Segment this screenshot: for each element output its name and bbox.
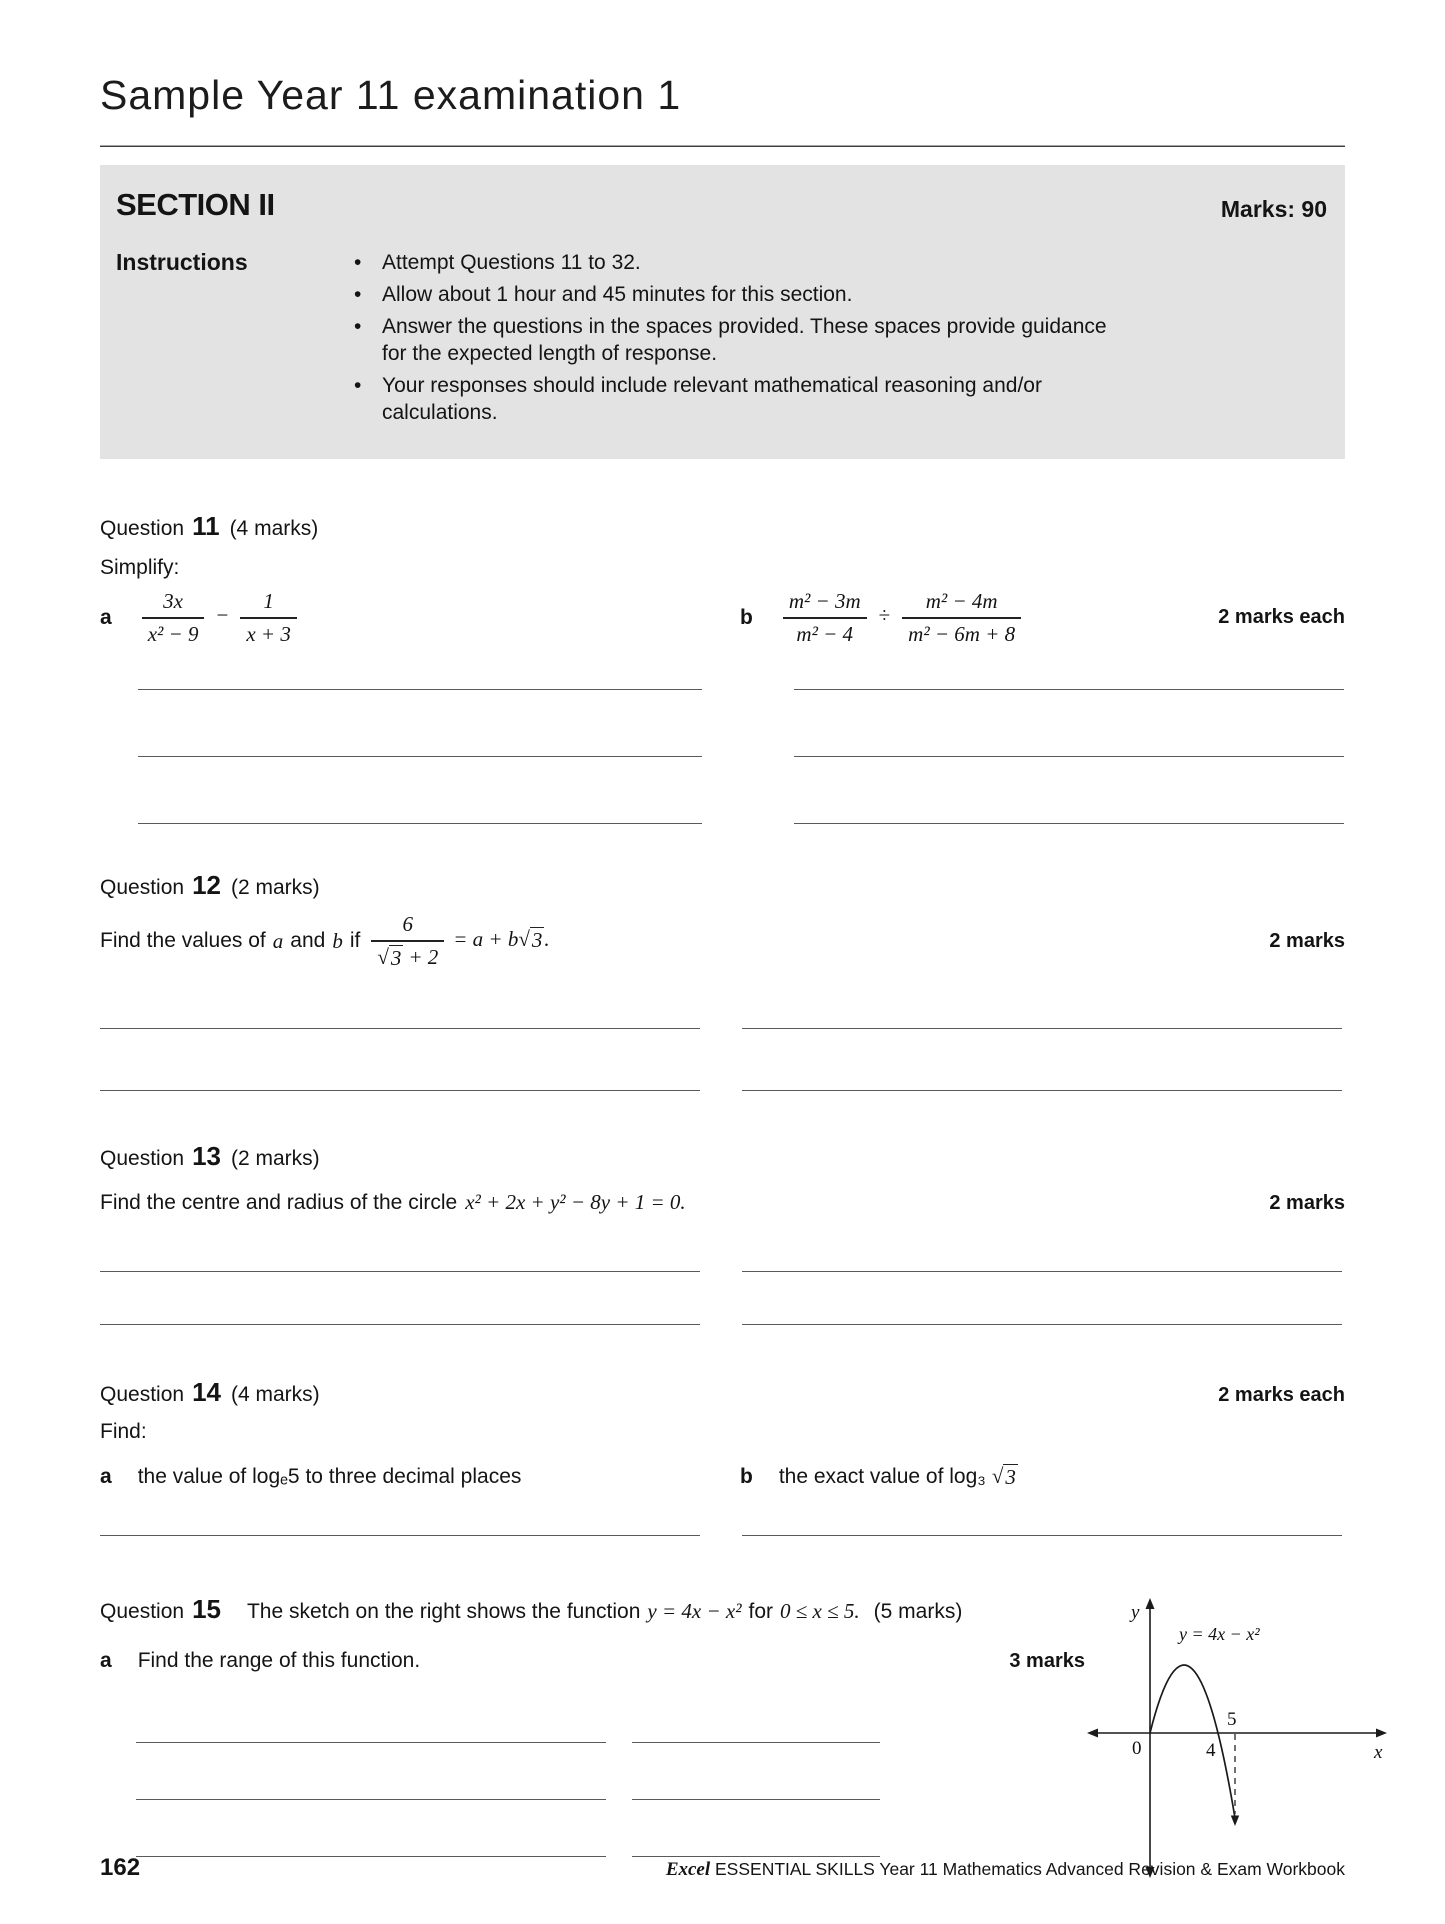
question-word: Question <box>100 1383 185 1406</box>
answer-line-row <box>100 1219 1345 1272</box>
part-b-text: the exact value of log₃ <box>778 1465 986 1488</box>
marks-note: 2 marks each <box>1218 606 1345 628</box>
y-axis-up-arrow-icon <box>1146 1598 1155 1609</box>
marks-note: 2 marks each <box>1218 1384 1345 1406</box>
answer-line-row <box>100 757 1345 824</box>
curve-label: y = 4x − x² <box>1179 1624 1260 1644</box>
square-root: √ 3 <box>377 945 402 970</box>
page-number: 162 <box>100 1854 141 1881</box>
question-15-heading <box>100 1594 1130 1625</box>
answer-line <box>100 1090 700 1091</box>
fraction: $\frac{1}{x + 3}$ <box>240 588 297 647</box>
part-b-label: b <box>740 1465 753 1488</box>
question-word: Question <box>100 1600 185 1623</box>
answer-line <box>138 756 702 757</box>
instruction-item: • Your responses should include relevant mathematical reasoning and/or calculations. <box>346 372 1112 426</box>
page-title: Sample Year 11 examination 1 <box>100 72 682 118</box>
x-axis-right-arrow-icon <box>1376 1729 1387 1738</box>
answer-line <box>794 823 1344 824</box>
brand-name: Excel <box>665 1859 711 1880</box>
parabola-curve <box>1150 1665 1235 1818</box>
section-box <box>100 165 1345 459</box>
question-marks: (5 marks) <box>873 1600 963 1623</box>
answer-line <box>136 1799 606 1800</box>
question-number: 13 <box>192 1141 221 1171</box>
answer-line-row <box>100 1029 1345 1091</box>
answer-line <box>794 756 1344 757</box>
statement-text: for <box>748 1600 774 1623</box>
instructions-list <box>346 249 1112 431</box>
graph-y-axis-label: y <box>1131 1602 1140 1623</box>
answer-line-row <box>100 967 1345 1029</box>
function-equation: y = 4x − x² <box>647 1599 742 1623</box>
variable: b <box>332 928 343 953</box>
page-footer <box>100 1854 1345 1882</box>
answer-line <box>632 1742 880 1743</box>
x-axis-left-arrow-icon <box>1087 1729 1098 1738</box>
question-word: Question <box>100 876 185 899</box>
answer-line <box>136 1742 606 1743</box>
graph-x-axis-label: x <box>1374 1742 1383 1763</box>
part-b-sqrt <box>992 1464 1018 1490</box>
question-11-part-b <box>740 588 1218 647</box>
part-a-label: a <box>100 1649 112 1672</box>
question-12-heading <box>100 870 1345 901</box>
question-marks: (2 marks) <box>230 876 320 899</box>
radical-sign: √ <box>518 926 530 951</box>
fraction: $\frac{\text{m² − 3m}}{\text{m² − 4}}$ <box>783 588 867 647</box>
statement-text: Find the centre and radius of the circle <box>100 1191 458 1214</box>
marks-note: 2 marks <box>1269 1192 1345 1214</box>
question-11 <box>100 511 1345 824</box>
part-a-label: a <box>100 1465 112 1488</box>
graph-tick-4: 4 <box>1206 1740 1216 1761</box>
part-b-label: b <box>740 605 753 629</box>
question-14-parts <box>100 1464 1345 1490</box>
answer-line <box>138 689 702 690</box>
question-number: 12 <box>192 870 221 900</box>
radical-sign: √ <box>991 1464 1004 1488</box>
function-domain: 0 ≤ x ≤ 5. <box>780 1599 860 1623</box>
fraction: $\frac{3x}{\text{x² − 9}}$ <box>142 588 205 647</box>
question-11-parts <box>100 588 1345 647</box>
question-11-intro: Simplify: <box>100 556 180 579</box>
title-divider <box>100 145 1345 147</box>
section-header <box>116 187 1327 223</box>
answer-line <box>100 1271 700 1272</box>
question-14-part-a <box>100 1465 740 1489</box>
question-11-heading <box>100 511 1345 542</box>
footer-book-title <box>666 1859 1345 1881</box>
question-14-heading <box>100 1377 320 1408</box>
answer-line <box>100 1028 700 1029</box>
part-a-expression <box>138 588 301 647</box>
question-14 <box>100 1377 1345 1536</box>
statement-text: and <box>290 929 326 952</box>
instructions-row <box>116 249 1327 431</box>
question-15-part-a <box>100 1649 1085 1673</box>
question-11-part-a <box>100 588 740 647</box>
answer-line <box>100 1535 700 1536</box>
part-b-expression <box>779 588 1025 647</box>
minus-operator: − <box>216 603 229 628</box>
equation-rhs: = a + b <box>453 926 519 951</box>
answer-line <box>742 1090 1342 1091</box>
statement-text: Find the values of <box>100 929 266 952</box>
answer-line <box>742 1535 1342 1536</box>
function-sketch-graph <box>1075 1578 1397 1890</box>
question-11-answer-lines <box>100 623 1345 824</box>
question-word: Question <box>100 1147 185 1170</box>
instructions-label: Instructions <box>116 249 248 275</box>
fraction: 6 √ 3 + 2 <box>371 911 444 971</box>
marks-note: 3 marks <box>1009 1650 1085 1672</box>
statement-text: The sketch on the right shows the function <box>246 1600 641 1623</box>
fraction: $\frac{\text{m² − 4m}}{\text{m² − 6m + 8}}$ <box>902 588 1021 647</box>
question-number: 14 <box>192 1377 221 1407</box>
answer-line <box>742 1324 1342 1325</box>
statement-text: if <box>349 929 361 952</box>
answer-line <box>100 1324 700 1325</box>
question-13-answer-lines <box>100 1219 1345 1325</box>
question-marks: (4 marks) <box>229 517 319 540</box>
answer-line <box>138 823 702 824</box>
question-number: 11 <box>192 511 220 541</box>
answer-line <box>632 1799 880 1800</box>
answer-line <box>742 1028 1342 1029</box>
part-a-label: a <box>100 605 112 629</box>
graph-tick-5: 5 <box>1227 1709 1237 1730</box>
question-13-heading <box>100 1141 1345 1172</box>
question-marks: (2 marks) <box>230 1147 320 1170</box>
answer-line-row <box>100 690 1345 757</box>
equation <box>367 911 549 971</box>
circle-equation: x² + 2x + y² − 8y + 1 = 0. <box>465 1190 686 1214</box>
question-14-part-b <box>740 1464 1345 1490</box>
answer-line <box>794 689 1344 690</box>
question-13 <box>100 1141 1345 1325</box>
question-12 <box>100 870 1345 1091</box>
question-14-intro: Find: <box>100 1420 147 1443</box>
square-root: √ 3 <box>518 926 543 952</box>
square-root: √ 3 <box>991 1464 1016 1489</box>
instruction-item: • Attempt Questions 11 to 32. <box>346 249 1112 276</box>
radical-sign: √ <box>377 945 389 969</box>
section-marks: Marks: 90 <box>1220 196 1327 222</box>
graph-origin-label: 0 <box>1132 1738 1142 1759</box>
question-12-statement <box>100 911 1345 971</box>
question-13-statement <box>100 1190 1345 1215</box>
book-title-text: ESSENTIAL SKILLS Year 11 Mathematics Advanced Revision & Exam Workbook <box>710 1859 1345 1879</box>
question-15 <box>100 1594 1383 1857</box>
question-14-heading-row <box>100 1377 1345 1408</box>
question-number: 15 <box>192 1594 221 1624</box>
period: . <box>544 926 550 951</box>
section-heading: SECTION II <box>116 187 275 222</box>
curve-end-arrow-icon <box>1231 1816 1239 1827</box>
instruction-item: • Allow about 1 hour and 45 minutes for this section. <box>346 281 1112 308</box>
variable: a <box>272 928 284 953</box>
question-14-answer-lines <box>100 1490 1345 1536</box>
division-operator: ÷ <box>878 603 891 628</box>
part-a-text: Find the range of this function. <box>137 1649 421 1672</box>
answer-line-row <box>100 1272 1345 1325</box>
marks-note: 2 marks <box>1269 929 1345 952</box>
question-12-answer-lines <box>100 967 1345 1091</box>
question-marks: (4 marks) <box>230 1383 320 1406</box>
answer-line <box>742 1271 1342 1272</box>
part-a-text: the value of logₑ5 to three decimal places <box>137 1465 522 1488</box>
answer-line-row <box>100 1490 1345 1536</box>
instruction-item: • Answer the questions in the spaces provided. These spaces provide guidance for the expected length of response. <box>346 313 1112 367</box>
question-word: Question <box>100 517 185 540</box>
